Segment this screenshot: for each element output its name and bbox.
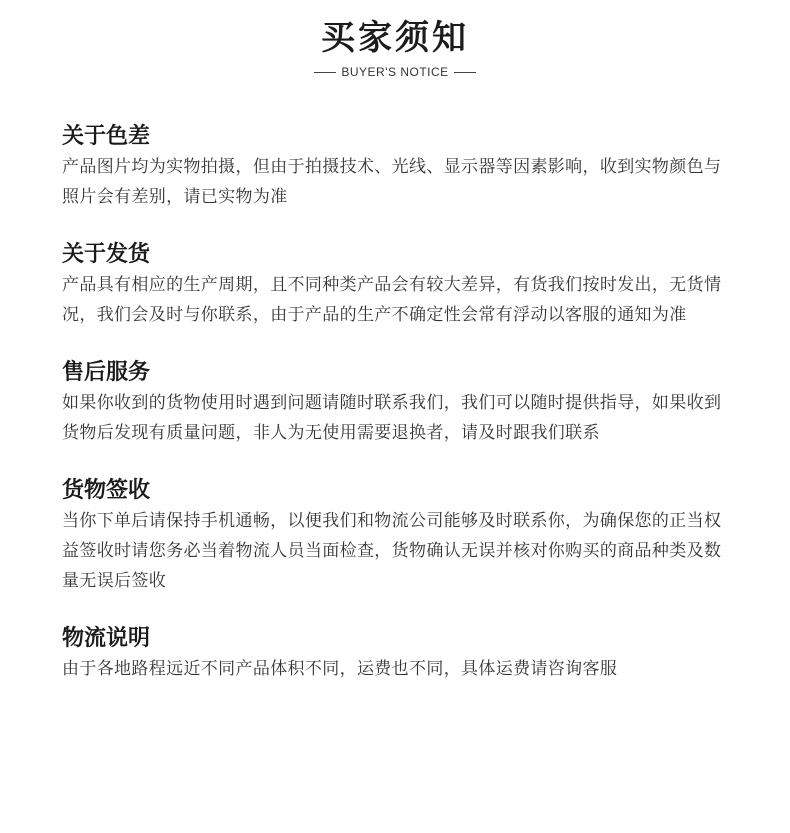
section-title: 关于色差 xyxy=(62,124,151,149)
section-body: 如果你收到的货物使用时遇到问题请随时联系我们，我们可以随时提供指导，如果收到货物后发现有质量问题，非人为无使用需要退换者，请及时跟我们联系 xyxy=(62,393,722,443)
section-title: 关于发货 xyxy=(62,242,151,267)
section-body: 当你下单后请保持手机通畅，以便我们和物流公司能够及时联系你，为确保您的正当权益签收时请您务必当着物流人员当面检查，货物确认无误并核对你购买的商品种类及数量无误后签收 xyxy=(62,511,722,591)
subtitle-divider-left xyxy=(314,72,336,73)
section-title: 货物签收 xyxy=(62,478,151,503)
subtitle-row xyxy=(0,64,790,80)
section-body: 由于各地路程远近不同产品体积不同，运费也不同，具体运费请咨询客服 xyxy=(62,659,618,679)
section-color-difference xyxy=(62,122,738,212)
section-logistics xyxy=(62,624,738,684)
section-delivery-receipt xyxy=(62,476,738,596)
section-title: 售后服务 xyxy=(62,360,151,385)
notice-header xyxy=(0,14,790,80)
subtitle-divider-right xyxy=(454,72,476,73)
page-title: 买家须知 xyxy=(321,18,469,58)
notice-sections xyxy=(62,122,738,712)
section-title: 物流说明 xyxy=(62,626,151,651)
section-body: 产品图片均为实物拍摄，但由于拍摄技术、光线、显示器等因素影响，收到实物颜色与照片会有差别，请已实物为准 xyxy=(62,157,722,207)
page-subtitle: BUYER'S NOTICE xyxy=(341,65,449,79)
section-after-sales xyxy=(62,358,738,448)
section-shipping xyxy=(62,240,738,330)
section-body: 产品具有相应的生产周期，且不同种类产品会有较大差异，有货我们按时发出，无货情况，我们会及时与你联系，由于产品的生产不确定性会常有浮动以客服的通知为准 xyxy=(62,275,722,325)
